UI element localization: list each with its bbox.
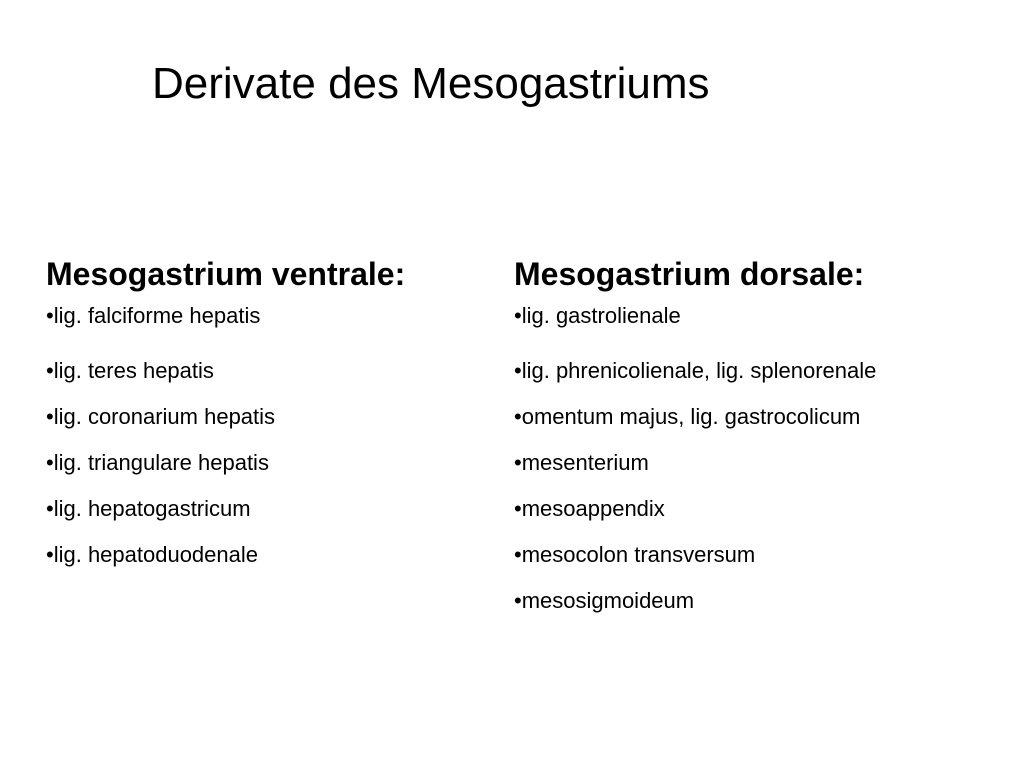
list-item: •lig. coronarium hepatis [46, 404, 276, 429]
slide-title: Derivate des Mesogastriums [152, 59, 710, 108]
column-dorsale [514, 254, 876, 624]
item-list-ventrale [46, 302, 405, 578]
column-heading-ventrale: Mesogastrium ventrale: [46, 256, 406, 292]
list-item: •lig. teres hepatis [46, 358, 214, 383]
list-item: •mesenterium [514, 450, 649, 475]
column-heading-dorsale: Mesogastrium dorsale: [514, 256, 865, 292]
list-item: •mesocolon transversum [514, 542, 756, 567]
list-item: •lig. gastrolienale [514, 303, 681, 328]
list-item: •omentum majus, lig. gastrocolicum [514, 404, 861, 429]
list-item: •lig. falciforme hepatis [46, 303, 261, 328]
list-item: •lig. hepatoduodenale [46, 542, 258, 567]
list-item: •lig. triangulare hepatis [46, 450, 269, 475]
column-ventrale [46, 254, 405, 578]
list-item: •mesoappendix [514, 496, 665, 521]
item-list-dorsale [514, 302, 876, 624]
list-item: •mesosigmoideum [514, 588, 695, 613]
list-item: •lig. phrenicolienale, lig. splenorenale [514, 358, 877, 383]
list-item: •lig. hepatogastricum [46, 496, 251, 521]
